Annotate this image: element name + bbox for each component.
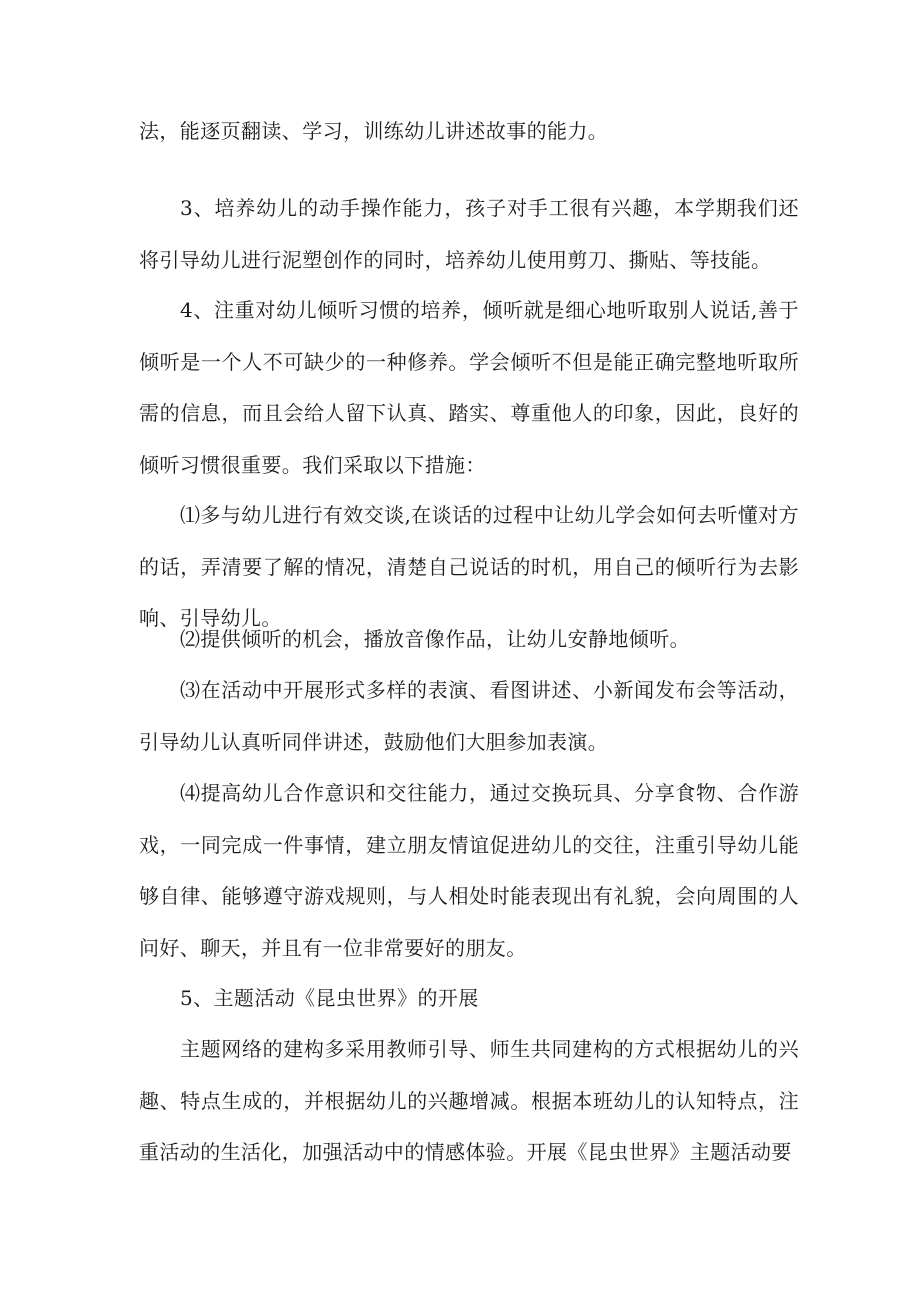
paragraph-item-5-heading: 5、主题活动《昆虫世界》的开展 bbox=[180, 986, 479, 1010]
paragraph-measure-1: ⑴多与幼儿进行有效交谈,在谈话的过程中让幼儿学会如何去听懂对方的话，弄清要了解的情况，清楚自己说话的时机，用自己的倾听行为去影响、引导幼儿。 bbox=[139, 503, 799, 630]
paragraph-theme-network: 主题网络的建构多采用教师引导、师生共同建构的方式根据幼儿的兴趣、特点生成的，并根据幼儿的兴趣增减。根据本班幼儿的认知特点，注重活动的生活化，加强活动中的情感体验。开展《昆虫世界》主题活动要 bbox=[139, 1037, 799, 1164]
paragraph-continuation: 法，能逐页翻读、学习，训练幼儿讲述故事的能力。 bbox=[139, 119, 609, 143]
paragraph-measure-2: ⑵提供倾听的机会，播放音像作品，让幼儿安静地倾听。 bbox=[180, 627, 690, 651]
paragraph-measure-3: ⑶在活动中开展形式多样的表演、看图讲述、小新闻发布会等活动，引导幼儿认真听同伴讲述，鼓励他们大胆参加表演。 bbox=[139, 678, 799, 754]
paragraph-item-3: 3、培养幼儿的动手操作能力，孩子对手工很有兴趣，本学期我们还将引导幼儿进行泥塑创作的同时，培养幼儿使用剪刀、撕贴、等技能。 bbox=[139, 196, 799, 272]
paragraph-measure-4: ⑷提高幼儿合作意识和交往能力，通过交换玩具、分享食物、合作游戏，一同完成一件事情，建立朋友情谊促进幼儿的交往，注重引导幼儿能够自律、能够遵守游戏规则，与人相处时能表现出有礼貌，会向周围的人问好、聊天，并且有一位非常要好的朋友。 bbox=[139, 781, 799, 960]
paragraph-item-4: 4、注重对幼儿倾听习惯的培养，倾听就是细心地听取别人说话,善于倾听是一个人不可缺少的一种修养。学会倾听不但是能正确完整地听取所需的信息，而且会给人留下认真、踏实、尊重他人的印象，因此，良好的倾听习惯很重要。我们采取以下措施： bbox=[139, 298, 799, 477]
